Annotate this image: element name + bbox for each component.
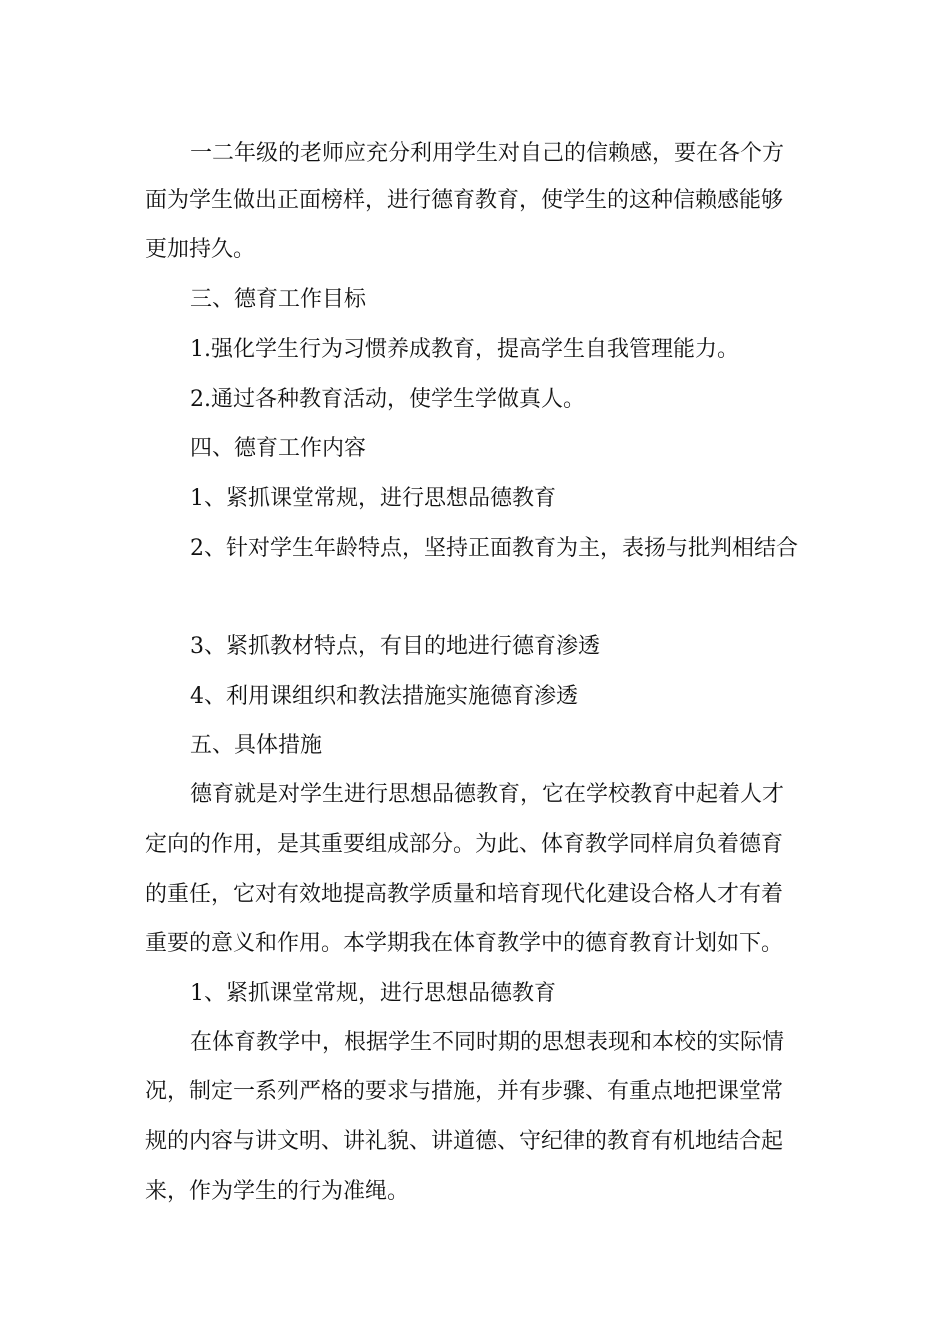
paragraph-rules-line-1: 在体育教学中，根据学生不同时期的思想表现和本校的实际情: [190, 1030, 785, 1055]
paragraph-rules-line-3: 规的内容与讲文明、讲礼貌、讲道德、守纪律的教育有机地结合起: [145, 1129, 784, 1154]
section-heading-goals: 三、德育工作目标: [190, 287, 367, 312]
content-item-2: 2、针对学生年龄特点，坚持正面教育为主，表扬与批判相结合: [190, 536, 798, 561]
goal-item-1: 1.强化学生行为习惯养成教育，提高学生自我管理能力。: [190, 337, 739, 362]
goal-item-2: 2.通过各种教育活动，使学生学做真人。: [190, 387, 585, 412]
section-heading-content: 四、德育工作内容: [190, 436, 367, 461]
content-item-4: 4、利用课组织和教法措施实施德育渗透: [190, 684, 578, 709]
section-heading-measures: 五、具体措施: [190, 733, 323, 758]
paragraph-rules-line-4: 来，作为学生的行为准绳。: [145, 1179, 410, 1204]
paragraph-measures-line-1: 德育就是对学生进行思想品德教育，它在学校教育中起着人才: [190, 782, 785, 807]
content-item-1: 1、紧抓课堂常规，进行思想品德教育: [190, 486, 556, 511]
paragraph-rules-line-2: 况，制定一系列严格的要求与措施，并有步骤、有重点地把课堂常: [145, 1079, 784, 1104]
paragraph-intro-line-2: 面为学生做出正面榜样，进行德育教育，使学生的这种信赖感能够: [145, 188, 784, 213]
subheading-classroom-rules: 1、紧抓课堂常规，进行思想品德教育: [190, 981, 556, 1006]
content-item-3: 3、紧抓教材特点，有目的地进行德育渗透: [190, 634, 600, 659]
paragraph-intro-line-3: 更加持久。: [145, 237, 256, 262]
paragraph-intro-line-1: 一二年级的老师应充分利用学生对自己的信赖感，要在各个方: [190, 141, 785, 166]
paragraph-measures-line-4: 重要的意义和作用。本学期我在体育教学中的德育教育计划如下。: [145, 931, 784, 956]
paragraph-measures-line-3: 的重任，它对有效地提高教学质量和培育现代化建设合格人才有着: [145, 882, 784, 907]
paragraph-measures-line-2: 定向的作用，是其重要组成部分。为此、体育教学同样肩负着德育: [145, 832, 784, 857]
